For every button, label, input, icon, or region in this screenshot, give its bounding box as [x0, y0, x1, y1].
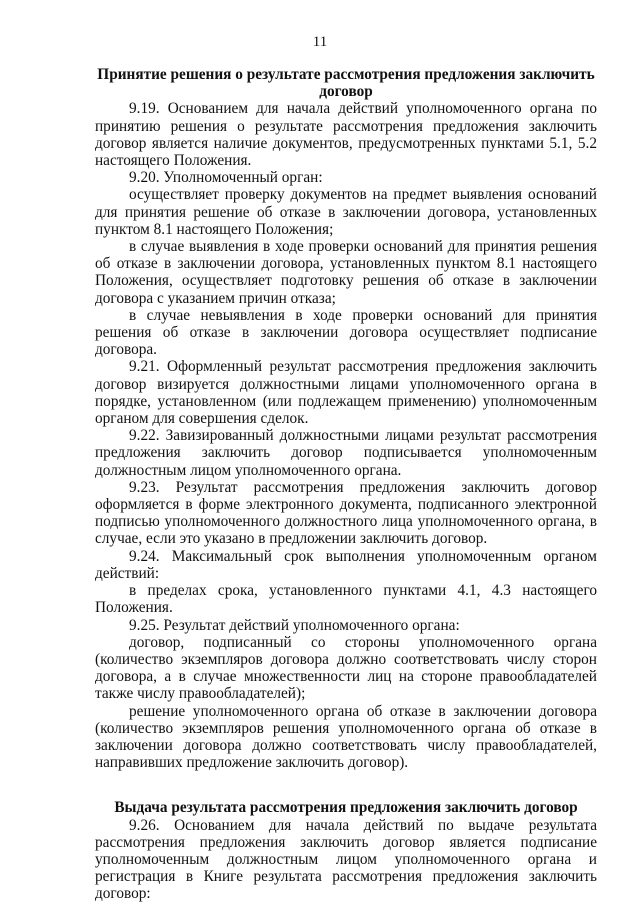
paragraph-9-26: 9.26. Основанием для начала действий по выдаче результата рассмотрения предложения заключить договор является подписание уполномоченным должностным лицом уполномоченного органа и регистрация в Книге результата рассмотрения предложения заключить договор:	[95, 816, 597, 903]
document-body	[95, 66, 597, 903]
section-body-decision	[95, 100, 597, 771]
paragraph-9-22: 9.22. Завизированный должностными лицами результат рассмотрения предложения заключить договор подписывается уполномоченным должностным лицом уполномоченного органа.	[95, 427, 597, 479]
paragraph-9-20-check: осуществляет проверку документов на предмет выявления оснований для принятия решение об отказе в заключении договора, установленных пунктом 8.1 настоящего Положения;	[95, 186, 597, 238]
paragraph-9-20-notfound: в случае невыявления в ходе проверки оснований для принятия решения об отказе в заключении договора осуществляет подписание договора.	[95, 306, 597, 359]
section-heading-issuance: Выдача результата рассмотрения предложения заключить договор	[114, 799, 578, 817]
paragraph-9-24: 9.24. Максимальный срок выполнения уполномоченным органом действий:	[95, 547, 597, 582]
section-heading-decision: Принятие решения о результате рассмотрения предложения заключить договор	[97, 66, 595, 101]
paragraph-9-23: 9.23. Результат рассмотрения предложения заключить договор оформляется в форме электронного документа, подписанного электронной подписью уполномоченного должностного лица уполномоченного органа, в случае, если это указано в предложении заключить договор.	[95, 478, 597, 548]
section-body-issuance	[95, 817, 597, 903]
paragraph-9-25: 9.25. Результат действий уполномоченного органа:	[129, 616, 460, 634]
paragraph-9-21: 9.21. Оформленный результат рассмотрения предложения заключить договор визируется должностными лицами уполномоченного органа в порядке, установленном (или подлежащем применению) уполномоченным органом для совершения сделок.	[95, 358, 597, 428]
paragraph-9-24-term: в пределах срока, установленного пунктами 4.1, 4.3 настоящего Положения.	[95, 582, 597, 617]
paragraph-9-25-refusal: решение уполномоченного органа об отказе в заключении договора (количество экземпляров решения уполномоченного органа об отказе в заключении договора должно соответствовать числу правообладателей, направивших предложение заключить договор).	[95, 702, 597, 772]
paragraph-9-19: 9.19. Основанием для начала действий уполномоченного органа по принятию решения о результате рассмотрения предложения заключить договор является наличие документов, предусмотренных пунктами 5.1, 5.2 настоящего Положения.	[95, 100, 597, 170]
paragraph-9-20: 9.20. Уполномоченный орган:	[129, 169, 323, 187]
paragraph-9-25-contract: договор, подписанный со стороны уполномоченного органа (количество экземпляров договора должно соответствовать числу сторон договора, а в случае множественности лиц на стороне правообладателей также числу правообладателей);	[95, 633, 597, 703]
page-number: 11	[312, 34, 328, 50]
paragraph-9-20-found: в случае выявления в ходе проверки оснований для принятия решения об отказе в заключении договора, установленных пунктом 8.1 настоящего Положения, осуществляет подготовку решения об отказе в заключении договора с указанием причин отказа;	[95, 238, 597, 307]
